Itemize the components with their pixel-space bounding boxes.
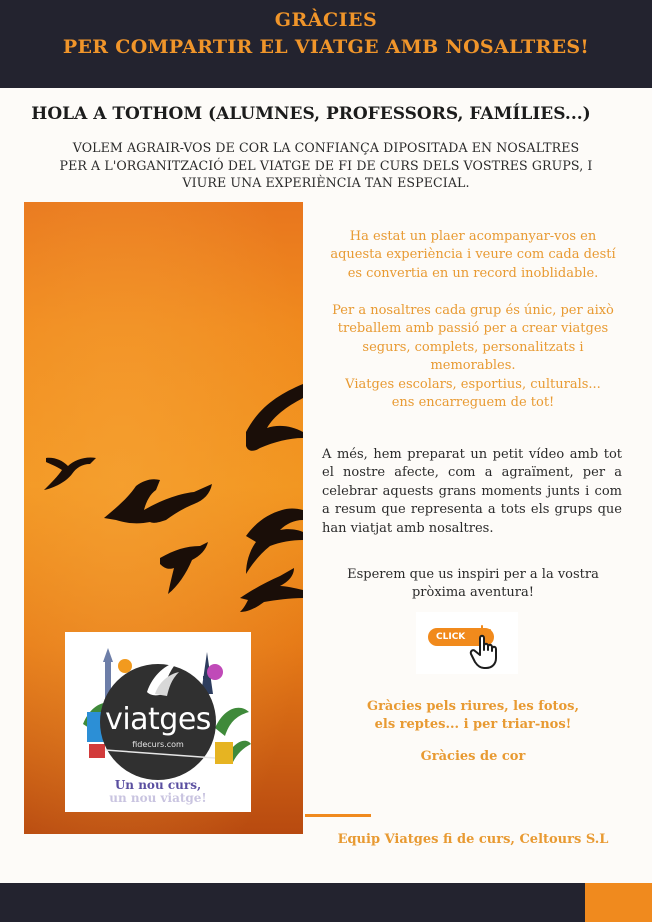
intro-line: VIURE UNA EXPERIÈNCIA TAN ESPECIAL. [182, 175, 470, 190]
text-line: Gràcies pels riures, les fotos, [366, 699, 580, 714]
text-line: Ha estat un plaer acompanyar-vos en [349, 229, 597, 244]
paragraph-pleasure [310, 228, 636, 283]
footer-accent [585, 883, 652, 922]
text-line: es convertia en un record inoblidable. [347, 265, 599, 281]
logo-tagline-line1: Un nou curs, [114, 778, 202, 792]
text-line: Viatges escolars, esportius, culturals... [345, 376, 601, 392]
text-line: pròxima aventura! [411, 585, 534, 601]
footer-bar [0, 883, 585, 922]
header-title-line1: GRÀCIES [274, 9, 378, 31]
logo-domain: fidecurs.com [132, 740, 184, 749]
paragraph-thanks [310, 698, 636, 735]
text-line: Esperem que us inspiri per a la vostra [347, 567, 599, 582]
header-title-line2: PER COMPARTIR EL VIATGE AMB NOSALTRES! [62, 36, 590, 58]
thanks-from-heart: Gràcies de cor [420, 749, 526, 764]
text-line: Per a nosaltres cada grup és únic, per això [332, 303, 614, 318]
click-video-link[interactable] [416, 612, 518, 674]
text-line: ens encarreguem de tot! [391, 395, 555, 411]
intro-line: VOLEM AGRAIR-VOS DE COR LA CONFIANÇA DIPOSITADA EN NOSALTRES [72, 140, 580, 155]
logo-tagline [65, 779, 251, 805]
logo-tagline-line2: un nou viatge! [109, 791, 207, 805]
paragraph-inspire [310, 566, 636, 603]
viatges-fidecurs-logo [65, 632, 251, 812]
signature: Equip Viatges fi de curs, Celtours S.L [337, 832, 609, 847]
intro-paragraph [36, 139, 616, 192]
text-line: els reptes... i per triar-nos! [374, 717, 572, 733]
paragraph-video: A més, hem preparat un petit vídeo amb tot el nostre afecte, com a agraïment, per a celebrar aquests grans moments junts i com a resum que representa a tots els grups que han viatjat amb nosaltres. [322, 447, 622, 536]
signature-divider [305, 814, 371, 817]
text-line: segurs, complets, personalitzats i [362, 339, 584, 355]
logo-brand: viatges [105, 702, 211, 737]
text-line: memorables. [430, 358, 516, 374]
click-button[interactable]: CLICK [428, 628, 494, 646]
paragraph-unique-group [310, 302, 636, 412]
text-line: aquesta experiència i veure com cada destí [330, 247, 616, 263]
header-banner [0, 0, 652, 88]
intro-line: PER A L'ORGANITZACIÓ DEL VIATGE DE FI DE CURS DELS VOSTRES GRUPS, I [59, 157, 593, 173]
pointer-hand-icon [468, 624, 508, 670]
text-line: treballem amb passió per a crear viatges [337, 321, 609, 337]
greeting-heading: HOLA A TOTHOM (ALUMNES, PROFESSORS, FAMÍLIES...) [31, 104, 591, 124]
